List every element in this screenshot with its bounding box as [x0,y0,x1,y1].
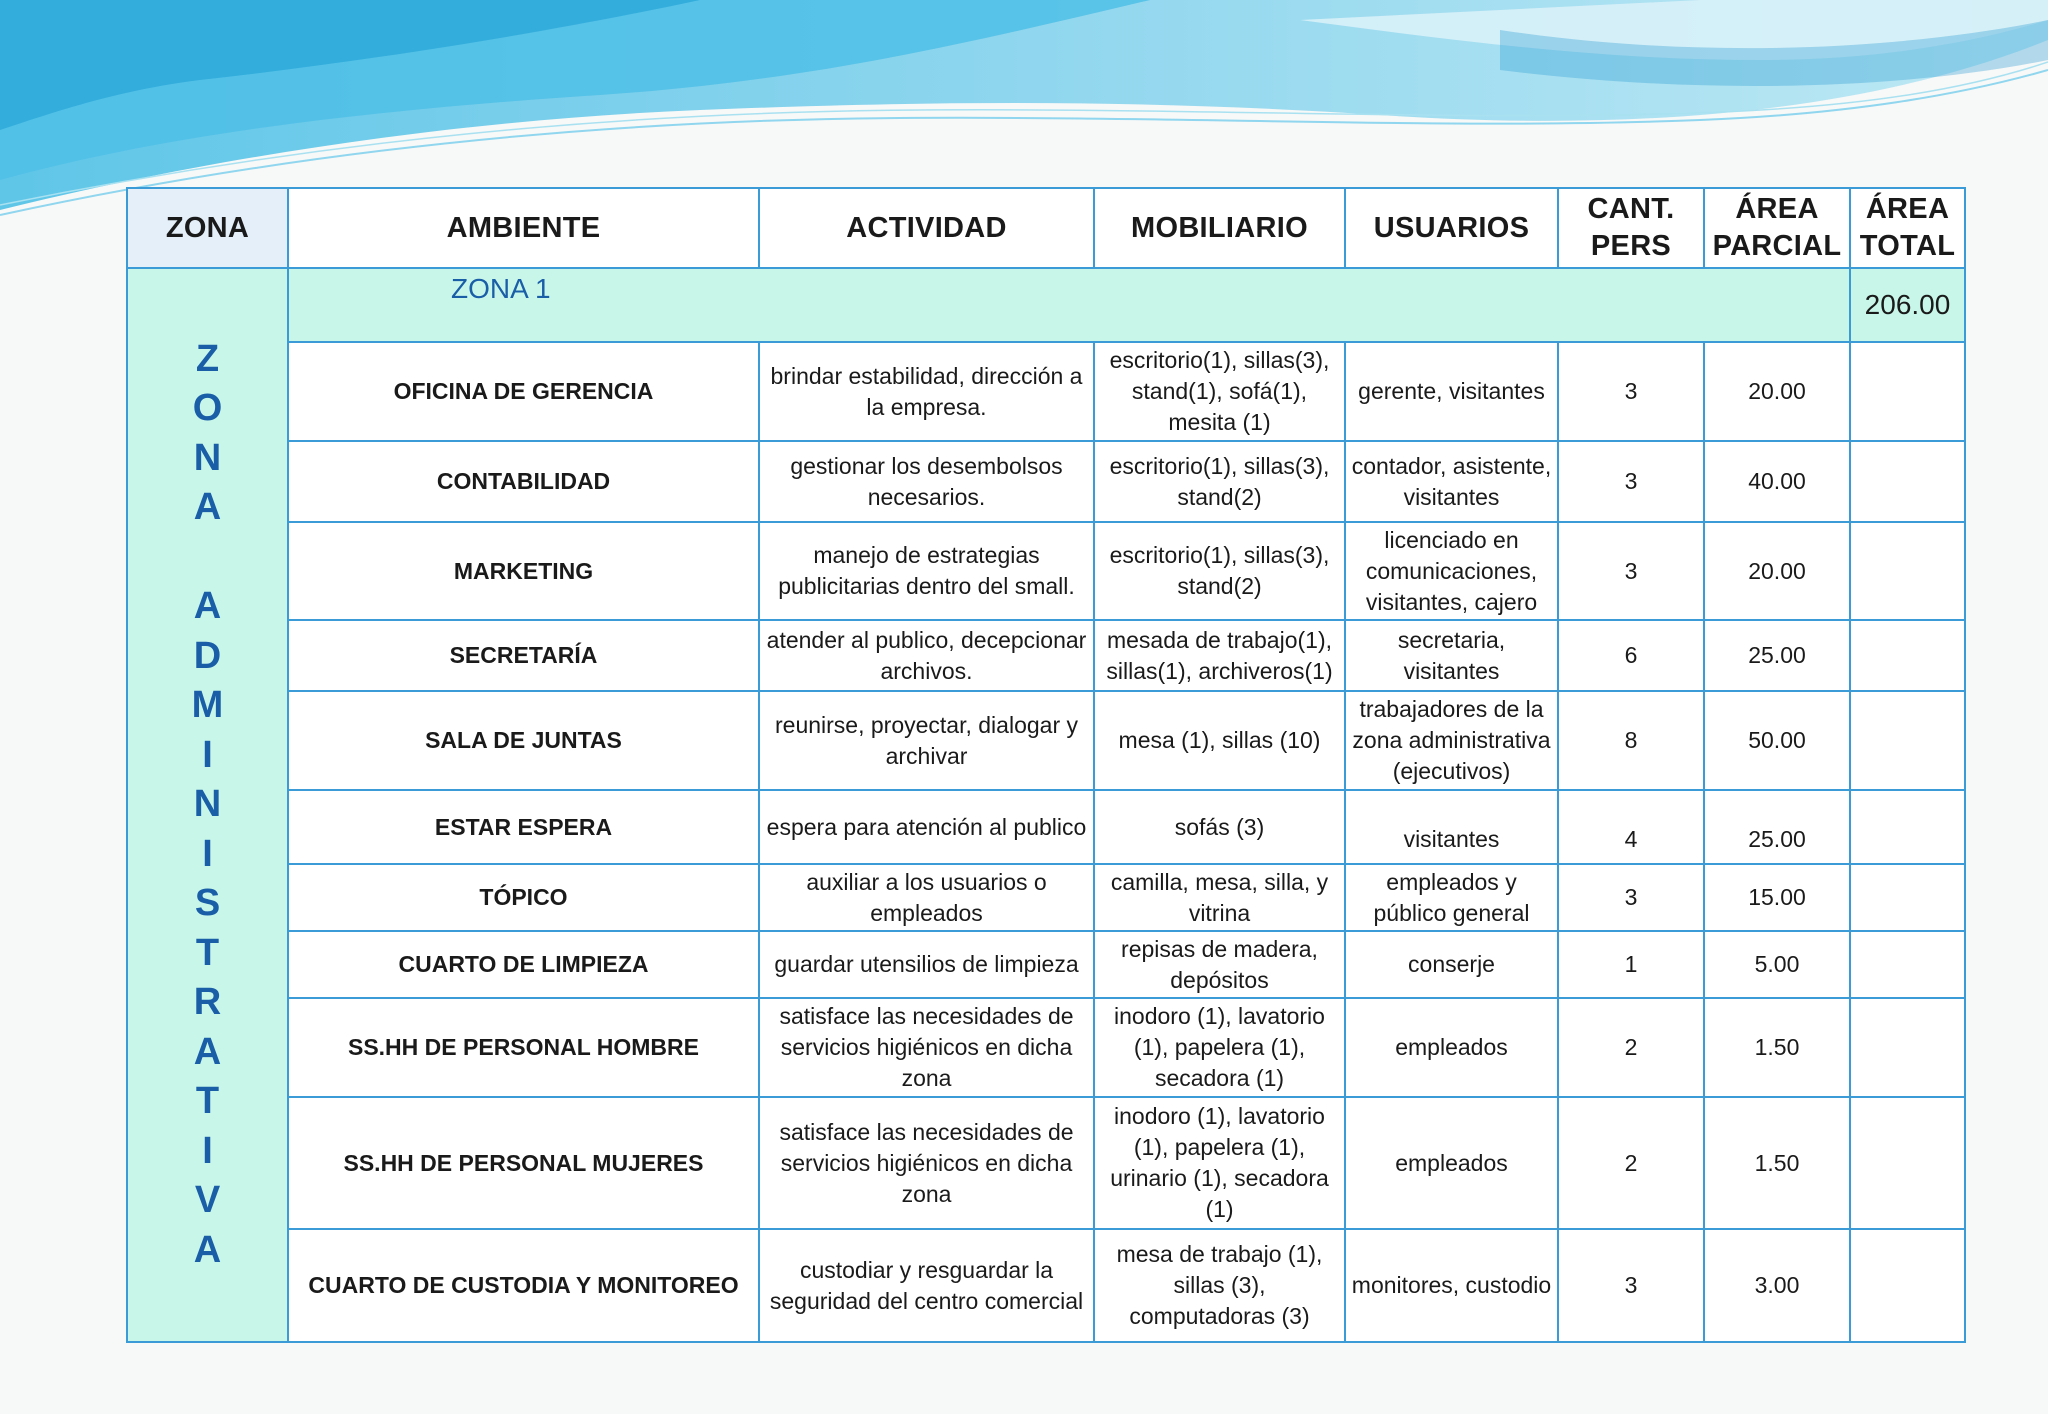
row-ambiente: CONTABILIDAD [288,441,759,522]
table-row [127,864,1965,931]
row-actividad: guardar utensilios de limpieza [759,931,1094,998]
row-area-total-empty [1850,790,1965,864]
zone-letter: M [191,684,224,727]
header-cant-line2: PERS [1590,230,1672,262]
row-area-total-empty [1850,691,1965,790]
row-usuarios: secretaria, visitantes [1345,620,1558,691]
row-actividad: reunirse, proyectar, dialogar y archivar [759,691,1094,790]
row-usuarios: trabajadores de la zona administrativa (ejecutivos) [1345,691,1558,790]
zone-band [288,268,1850,342]
row-actividad: satisface las necesidades de servicios higiénicos en dicha zona [759,998,1094,1097]
row-cant: 3 [1558,864,1704,931]
row-ambiente: SS.HH DE PERSONAL HOMBRE [288,998,759,1097]
row-usuarios: monitores, custodio [1345,1229,1558,1342]
row-area: 40.00 [1704,441,1850,522]
row-usuarios: gerente, visitantes [1345,342,1558,441]
row-usuarios: empleados [1345,998,1558,1097]
zone-letter: Z [195,337,220,380]
zone-letter: S [194,882,221,925]
row-actividad: custodiar y resguardar la seguridad del centro comercial [759,1229,1094,1342]
header-mobiliario: MOBILIARIO [1094,188,1345,268]
row-area-total-empty [1850,1229,1965,1342]
row-ambiente: SALA DE JUNTAS [288,691,759,790]
row-cant: 2 [1558,1097,1704,1229]
table-row [127,790,1965,864]
header-area-total-line2: TOTAL [1859,230,1956,262]
row-area: 3.00 [1704,1229,1850,1342]
table-row [127,342,1965,441]
row-area: 20.00 [1704,342,1850,441]
zone-letter: R [193,981,222,1024]
row-cant: 3 [1558,1229,1704,1342]
row-area: 5.00 [1704,931,1850,998]
row-cant: 4 [1558,790,1704,864]
row-area: 25.00 [1704,790,1850,864]
row-actividad: satisface las necesidades de servicios higiénicos en dicha zona [759,1097,1094,1229]
row-mobiliario: inodoro (1), lavatorio (1), papelera (1), urinario (1), secadora (1) [1094,1097,1345,1229]
row-cant: 8 [1558,691,1704,790]
row-usuarios: empleados y público general [1345,864,1558,931]
table-row [127,998,1965,1097]
architectural-program-table [126,187,1966,1343]
row-actividad: brindar estabilidad, dirección a la empresa. [759,342,1094,441]
row-mobiliario: escritorio(1), sillas(3), stand(1), sofá(1), mesita (1) [1094,342,1345,441]
zone-band-row [127,268,1965,342]
row-area: 25.00 [1704,620,1850,691]
header-zona: ZONA [127,188,288,268]
row-mobiliario: sofás (3) [1094,790,1345,864]
zone-letter: N [193,783,222,826]
row-ambiente: CUARTO DE CUSTODIA Y MONITOREO [288,1229,759,1342]
row-area-total-empty [1850,342,1965,441]
row-area: 1.50 [1704,998,1850,1097]
row-ambiente: SS.HH DE PERSONAL MUJERES [288,1097,759,1229]
row-mobiliario: escritorio(1), sillas(3), stand(2) [1094,441,1345,522]
zone-vertical-letters [132,335,283,1276]
row-actividad: gestionar los desembolsos necesarios. [759,441,1094,522]
row-area-total-empty [1850,441,1965,522]
row-area: 15.00 [1704,864,1850,931]
zone-letter: A [193,585,222,628]
row-ambiente: ESTAR ESPERA [288,790,759,864]
header-area-total-line1: ÁREA [1865,193,1950,225]
zone-letter: I [202,733,213,776]
header-cant-pers [1558,188,1704,268]
zone-letter: I [202,832,213,875]
zone-area-total: 206.00 [1850,268,1965,342]
row-area-total-empty [1850,522,1965,620]
zone-letter: T [195,1080,220,1123]
row-usuarios: licenciado en comunicaciones, visitantes, cajero [1345,522,1558,620]
table-row [127,691,1965,790]
row-mobiliario: inodoro (1), lavatorio (1), papelera (1), secadora (1) [1094,998,1345,1097]
row-mobiliario: mesada de trabajo(1), sillas(1), archiveros(1) [1094,620,1345,691]
row-area-total-empty [1850,931,1965,998]
row-cant: 3 [1558,342,1704,441]
row-mobiliario: mesa de trabajo (1), sillas (3), computadoras (3) [1094,1229,1345,1342]
row-area-total-empty [1850,620,1965,691]
zone-band-label: ZONA 1 [451,273,551,304]
row-usuarios: visitantes [1345,790,1558,864]
zone-letter: N [193,436,222,479]
row-area: 1.50 [1704,1097,1850,1229]
row-area: 50.00 [1704,691,1850,790]
table-row [127,931,1965,998]
row-actividad: espera para atención al publico [759,790,1094,864]
header-area-parcial-line1: ÁREA [1735,193,1819,225]
zone-letter: T [195,931,220,974]
row-usuarios: contador, asistente, visitantes [1345,441,1558,522]
row-usuarios: empleados [1345,1097,1558,1229]
zone-letter: V [194,1179,221,1222]
zone-letter: I [202,1129,213,1172]
table-row [127,620,1965,691]
zone-letter: A [193,486,222,529]
row-ambiente: MARKETING [288,522,759,620]
row-mobiliario: camilla, mesa, silla, y vitrina [1094,864,1345,931]
header-area-parcial [1704,188,1850,268]
row-actividad: auxiliar a los usuarios o empleados [759,864,1094,931]
table-row [127,1229,1965,1342]
header-area-parcial-line2: PARCIAL [1712,230,1842,262]
row-area-total-empty [1850,998,1965,1097]
row-ambiente: OFICINA DE GERENCIA [288,342,759,441]
zone-letter: O [192,387,223,430]
header-cant-line1: CANT. [1587,193,1675,225]
header-ambiente: AMBIENTE [288,188,759,268]
header-row [127,188,1965,268]
zone-vertical-label [127,268,288,1342]
header-area-total [1850,188,1965,268]
row-mobiliario: mesa (1), sillas (10) [1094,691,1345,790]
header-actividad: ACTIVIDAD [759,188,1094,268]
row-cant: 1 [1558,931,1704,998]
row-area-total-empty [1850,864,1965,931]
row-ambiente: TÓPICO [288,864,759,931]
table-row [127,522,1965,620]
table-row [127,1097,1965,1229]
zone-letter: D [193,634,222,677]
row-actividad: manejo de estrategias publicitarias dentro del small. [759,522,1094,620]
row-cant: 3 [1558,441,1704,522]
row-usuarios: conserje [1345,931,1558,998]
header-usuarios: USUARIOS [1345,188,1558,268]
row-mobiliario: repisas de madera, depósitos [1094,931,1345,998]
table-row [127,441,1965,522]
zone-letter: A [193,1228,222,1271]
row-mobiliario: escritorio(1), sillas(3), stand(2) [1094,522,1345,620]
zone-letter: A [193,1030,222,1073]
row-cant: 3 [1558,522,1704,620]
row-ambiente: CUARTO DE LIMPIEZA [288,931,759,998]
row-ambiente: SECRETARÍA [288,620,759,691]
row-actividad: atender al publico, decepcionar archivos. [759,620,1094,691]
row-cant: 2 [1558,998,1704,1097]
row-cant: 6 [1558,620,1704,691]
row-area-total-empty [1850,1097,1965,1229]
program-table-container [126,187,1964,1342]
row-area: 20.00 [1704,522,1850,620]
